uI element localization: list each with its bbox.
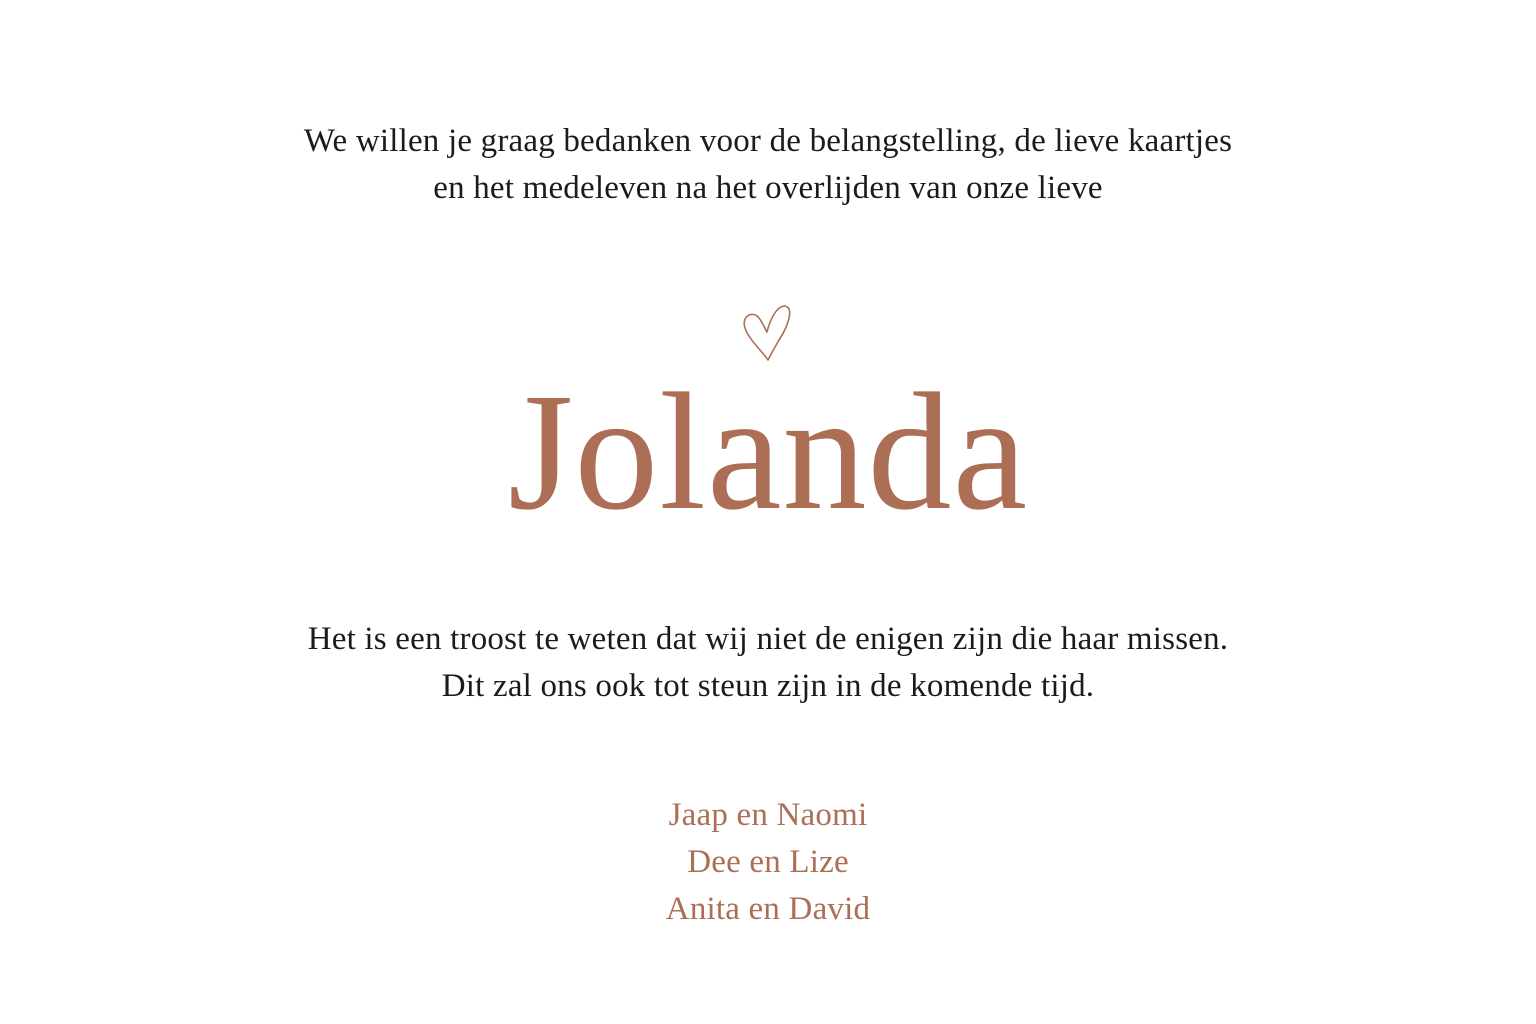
- signature-3: Anita en David: [665, 891, 871, 927]
- intro-line-2: en het medeleven na het overlijden van onze lieve: [433, 170, 1103, 206]
- intro-text: [0, 118, 1536, 212]
- signature-2: Dee en Lize: [687, 844, 849, 880]
- comfort-text: [0, 616, 1536, 710]
- heart-icon: [741, 302, 793, 364]
- comfort-line-2: Dit zal ons ook tot steun zijn in de komende tijd.: [441, 668, 1095, 704]
- deceased-name: Jolanda: [507, 359, 1029, 545]
- comfort-line-1: Het is een troost te weten dat wij niet de enigen zijn die haar missen.: [307, 621, 1229, 657]
- signatures: [0, 792, 1536, 933]
- signature-1: Jaap en Naomi: [668, 797, 868, 833]
- intro-line-1: We willen je graag bedanken voor de belangstelling, de lieve kaartjes: [303, 123, 1233, 159]
